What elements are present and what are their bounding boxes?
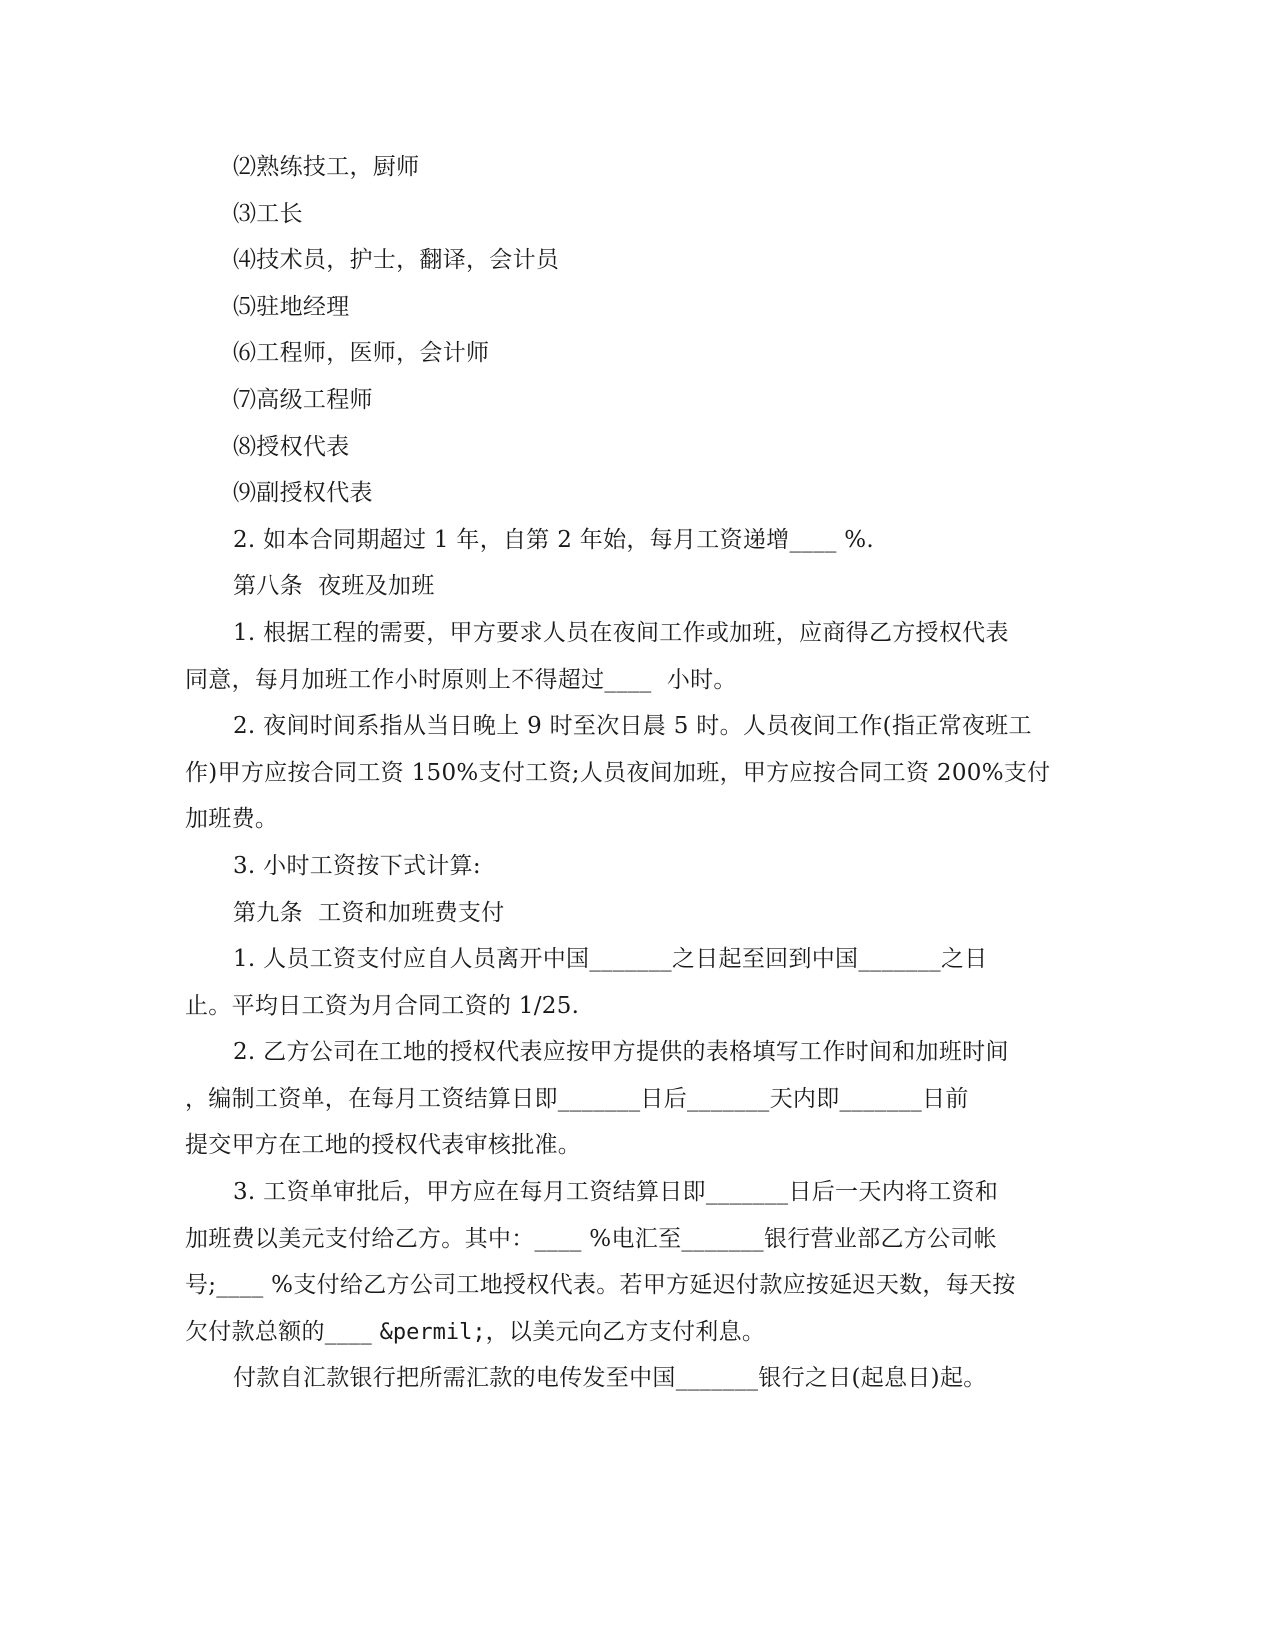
text-line: 1. 根据工程的需要，甲方要求人员在夜间工作或加班，应商得乙方授权代表 [233,619,1009,646]
text-line: ⑼副授权代表 [233,480,373,507]
text-line: 止。平均日工资为月合同工资的 1/25. [185,992,580,1019]
document-body [185,152,1075,1410]
text-line: 2. 夜间时间系指从当日晚上 9 时至次日晨 5 时。人员夜间工作(指正常夜班工 [233,713,1032,740]
text-line: ⑷技术员，护士，翻译，会计员 [233,247,560,274]
text-line: ⑻授权代表 [233,433,350,460]
text-line: 同意，每月加班工作小时原则上不得超过____ 小时。 [185,666,737,693]
text-line: 3. 小时工资按下式计算: [233,852,481,879]
text-segment: 欠付款总额的____ [185,1318,380,1345]
text-line: 加班费。 [185,806,279,833]
section-heading: 第八条 夜班及加班 [233,573,435,600]
text-line: ⑹工程师，医师，会计师 [233,340,490,367]
text-line: 加班费以美元支付给乙方。其中：____ %电汇至_______银行营业部乙方公司帐 [185,1225,997,1252]
text-line: 号;____ %支付给乙方公司工地授权代表。若甲方延迟付款应按延迟天数，每天按 [185,1272,1016,1299]
text-line: 付款自汇款银行把所需汇款的电传发至中国_______银行之日(起息日)起。 [233,1365,987,1392]
text-line: ⑸驻地经理 [233,293,350,320]
permil-entity-text: &permil; [379,1319,486,1345]
text-line: ⑶工长 [233,200,303,227]
text-line: 1. 人员工资支付应自人员离开中国_______之日起至回到中国_______之日 [233,946,988,973]
text-line: 2. 如本合同期超过 1 年，自第 2 年始，每月工资递增____ %. [233,526,875,553]
text-line: 作)甲方应按合同工资 150%支付工资;人员夜间加班，甲方应按合同工资 200%支付 [185,759,1051,786]
text-line: 2. 乙方公司在工地的授权代表应按甲方提供的表格填写工作时间和加班时间 [233,1039,1009,1066]
text-segment: ，以美元向乙方支付利息。 [485,1318,766,1345]
text-line: ⑺高级工程师 [233,386,373,413]
text-line: 提交甲方在工地的授权代表审核批准。 [185,1132,582,1159]
text-line: 3. 工资单审批后，甲方应在每月工资结算日即_______日后一天内将工资和 [233,1179,999,1206]
text-line: ⑵熟练技工，厨师 [233,154,420,180]
text-line: ，编制工资单，在每月工资结算日即_______日后_______天内即_______日前 [185,1085,969,1112]
section-heading: 第九条 工资和加班费支付 [233,899,505,926]
text-line [185,1317,1075,1364]
